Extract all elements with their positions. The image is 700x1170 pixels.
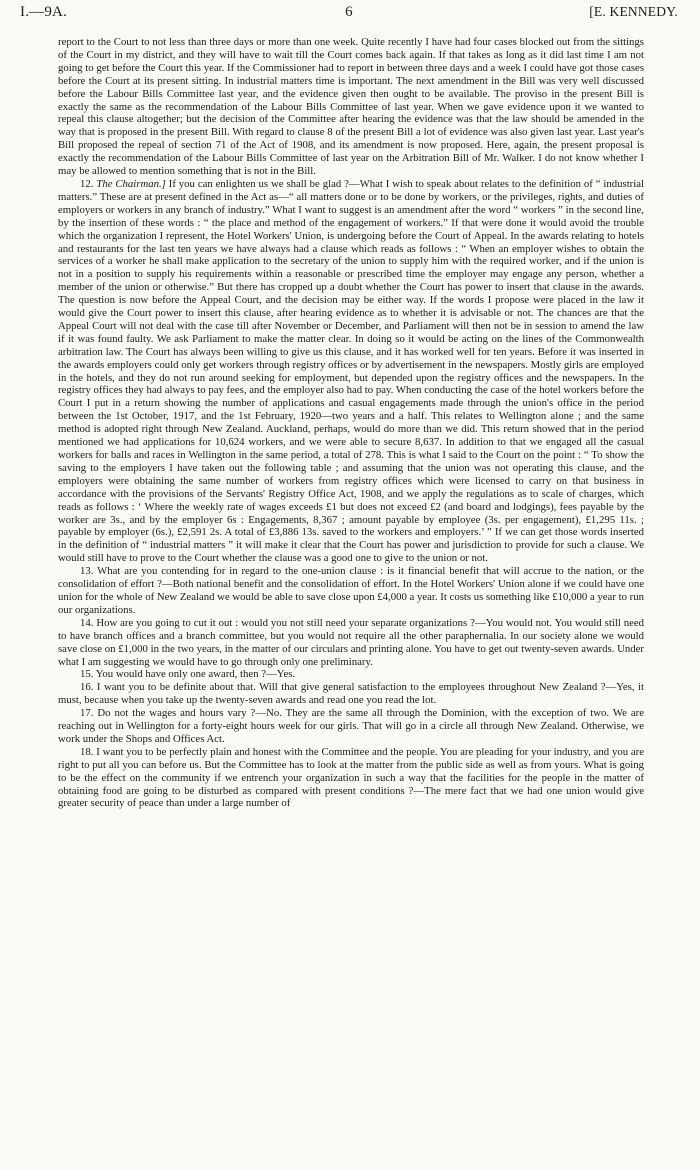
witness-name: [E. KENNEDY.	[589, 4, 678, 19]
question-number: 16.	[80, 681, 94, 694]
question-text: You would have only one award, then ?—Yes.	[95, 668, 296, 681]
question-text: I want you to be perfectly plain and honest with the Committee and the people. You are pleading for your industry, and you are right to put all you can before us. But the Committee has to look at the matter from the public side as well as from yours. What is going to be the effect on the community if we entrench your organization in such a way that the facilities for the people in the matter of obtaining food are going to be disturbed as compared with present conditions ?—The mere fact that we had one union would give greater security of peace than under a large number of	[58, 745, 644, 810]
question-text: How are you going to cut it out : would you not still need your separate organizations ?—You would not. You would still need to have branch offices and a branch committee, but you would not require all the other paraphernalia. In our society alone we would save close on £1,000 in the two years, in the matter of our circulars and printing alone. You have to get out twenty-seven awards. Under what I am suggesting we would have to go through only one preliminary.	[58, 616, 644, 668]
question-number: 12.	[80, 177, 94, 190]
page-header	[20, 4, 678, 32]
question-number: 17.	[80, 707, 94, 720]
question-18	[58, 746, 644, 811]
paragraph-continuation: report to the Court to not less than three days or more than one week. Quite recently I have had four cases blocked out from the sittings of the Court in my district, and they will have to wait till the Court comes back again. If that takes as long as it did last time I am not going to get before the Court this year. If the Commissioner had to report in between three days and a week I could have got those cases before the Court at its present sitting. In industrial matters time is important. The next amendment in the Bill was very well discussed before the Labour Bills Committee last year, and the evidence given then ought to be available. The proviso in the present Bill is exactly the same as the recommendation of the Labour Bills Committee of last year. When we gave evidence upon it we wanted to repeal this clause altogether; but the decision of the Committee after hearing the evidence was that the law should be amended in the way that is proposed in the present Bill. With regard to clause 8 of the present Bill a lot of evidence was also given last year. Last year's Bill proposed the repeal of section 71 of the Act of 1908, and its amendment is now proposed. Here, again, the present proposal is exactly the recommendation of the Labour Bills Committee of last year on the Arbitration Bill of Mr. Walker. I do not know whether I may be allowed to mention something that is not in the Bill.	[58, 36, 644, 178]
question-number: 14.	[80, 616, 94, 629]
page-number: 6	[345, 4, 353, 20]
question-number: 18.	[80, 745, 94, 758]
question-text: If you can enlighten us we shall be glad ?—What I wish to speak about relates to the definition of “ industrial matters.” These are at present defined in the Act as—“ all matters done or to be done by workers, or the privileges, rights, and duties of employers or workers in any branch of industry.” What I want to suggest is an amendment after the word “ workers ” in the second line, by the insertion of these words : “ the place and method of the engagement of workers.” If that were done it would avoid the trouble which the organization I represent, the Hotel Workers' Union, is undergoing before the Court of Appeal. In the awards relating to hotels and restaurants for the last ten years we have always had a clause which reads as follows : “ When an employer wishes to obtain the services of a worker he shall make application to the secretary of the union to supply him with the required worker, and if the union is not in a position to supply his requirements within a reasonable or prescribed time the employer may engage any person, whether a member of the union or otherwise.” But there has cropped up a doubt whether the Court has power to insert that clause in the awards. The question is now before the Appeal Court, and the decision may be either way. If the words I propose were placed in the law it would give the Court power to insert this clause, after hearing evidence as to whether it is advisable or not. The chances are that the Appeal Court will not deal with the case till after November or December, and Parliament will then not be in session to amend the law if it was found faulty. We ask Parliament to make the matter clear. In doing so it would be acting on the lines of the Commonwealth arbitration law. The Court has always been willing to give us this clause, and it has worked well for ten years. Before it was inserted in the awards employers could only get workers through registry offices or by advertisement in the newspapers. Mostly girls are employed in the hotels, and they do not run around seeking for employment, but depended upon the registry offices and the newspapers. In the registry offices they had always to pay fees, and the employer also had to pay. When conducting the case of the hotel workers before the Court I put in a return showing the number of applications and casual engagements made through the union's office in the period between the 1st October, 1917, and the 1st February, 1920—two years and a half. This relates to Wellington alone ; and the same method is adopted right through New Zealand. Auckland, perhaps, would do more than we did. This return showed that in the period mentioned we had applications for 10,624 workers, and we were able to secure 8,637. In addition to that we engaged all the casual workers for balls and races in Wellington in the same period, a total of 278. This is what I said to the Court on the point : “ To show the saving to the employers I have taken out the following table ; and assuming that the union was not operating this clause, and the employers were obtaining the same number of workers from registry offices which were licensed to carry on that business in accordance with the provisions of the Servants' Registry Office Act, 1908, and we apply the regulations as to scale of charges, which reads as follows : ‘ Where the weekly rate of wages exceeds £1 but does not exceed £2 (and board and lodgings), fees payable by the worker are 3s., and by the employer 6s : Engagements, 8,367 ; amount payable by employee (3s. per engagement), £1,295 11s. ; payable by employer (6s.), £2,591 2s. A total of £3,886 13s. saved to the workers and employers.’ ” If we can get those words inserted in the definition of “ industrial matters ” it will make it clear that the Court has power and jurisdiction to provide for such a clause. We would still have to prove to the Court whether the clause was a good one to give to the union or not.	[58, 177, 645, 565]
question-text: Do not the wages and hours vary ?—No. They are the same all through the Dominion, with the exception of two. We are reaching out in Wellington for a forty-eight hours week for our girls. That will go in a circle all through New Zealand. Otherwise, we work under the Shops and Offices Act.	[58, 707, 645, 745]
question-number: 13.	[80, 565, 94, 578]
document-body	[58, 36, 644, 810]
question-14	[58, 617, 644, 669]
question-text: I want you to be definite about that. Will that give general satisfaction to the employees throughout New Zealand ?—Yes, it must, because when you take up the twenty-seven awards and read one you read the lot.	[58, 681, 644, 707]
question-17	[58, 707, 644, 746]
document-code: I.—9A.	[20, 4, 68, 20]
question-text: What are you contending for in regard to the one-union clause : is it financial benefit that will accrue to the nation, or the consolidation of effort ?—Both national benefit and the consolidation of effort. In the Hotel Workers' Union alone if we could have one union for the whole of New Zealand we would be able to save close upon £4,000 a year. It costs us something like £10,000 a year to run our organizations.	[58, 565, 645, 616]
question-15	[58, 668, 644, 681]
question-13	[58, 565, 644, 617]
speaker-label: The Chairman.]	[96, 177, 166, 190]
question-12	[58, 178, 644, 565]
question-number: 15.	[80, 668, 94, 681]
question-16	[58, 681, 644, 707]
